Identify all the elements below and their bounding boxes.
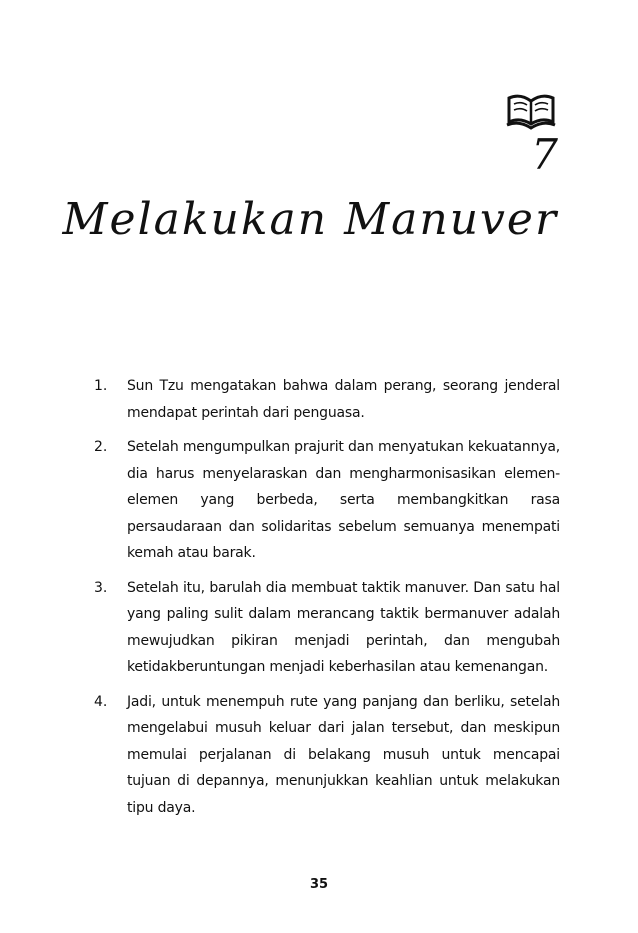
chapter-title: Melakukan Manuver: [62, 194, 558, 245]
item-text: Jadi, untuk menempuh rute yang panjang dan berliku, setelah mengelabui musuh keluar dari jalan tersebut, dan meskipun memulai perjalanan di belakang musuh untuk mencapai tujuan di depannya, menunjukkan keahlian untuk melakukan tipu daya.: [127, 693, 560, 816]
item-number: 1.: [94, 378, 108, 394]
chapter-number: 7: [531, 130, 558, 179]
item-number: 4.: [94, 693, 108, 710]
numbered-list: [94, 373, 560, 829]
list-item: [94, 575, 560, 681]
list-item: [94, 689, 560, 822]
item-number: 3.: [94, 579, 108, 596]
item-text: Setelah mengumpulkan prajurit dan menyatukan kekuatannya, dia harus menyelaraskan dan mengharmonisasikan elemen-elemen yang berbeda, serta membangkitkan rasa persaudaraan dan solidaritas sebelum semuanya menempati kemah atau barak.: [127, 439, 560, 561]
list-item: [94, 373, 560, 426]
item-text: Setelah itu, barulah dia membuat taktik manuver. Dan satu hal yang paling sulit dalam merancang taktik bermanuver adalah mewujudkan pikiran menjadi perintah, dan mengubah ketidakberuntungan menjadi keberhasilan atau kemenangan.: [127, 579, 560, 675]
list-item: [94, 434, 560, 567]
item-number: 2.: [94, 439, 108, 455]
item-text: Sun Tzu mengatakan bahwa dalam perang, seorang jenderal mendapat perintah dari penguasa.: [127, 378, 560, 421]
page-number: 35: [309, 877, 329, 892]
open-book-icon: [506, 92, 556, 130]
